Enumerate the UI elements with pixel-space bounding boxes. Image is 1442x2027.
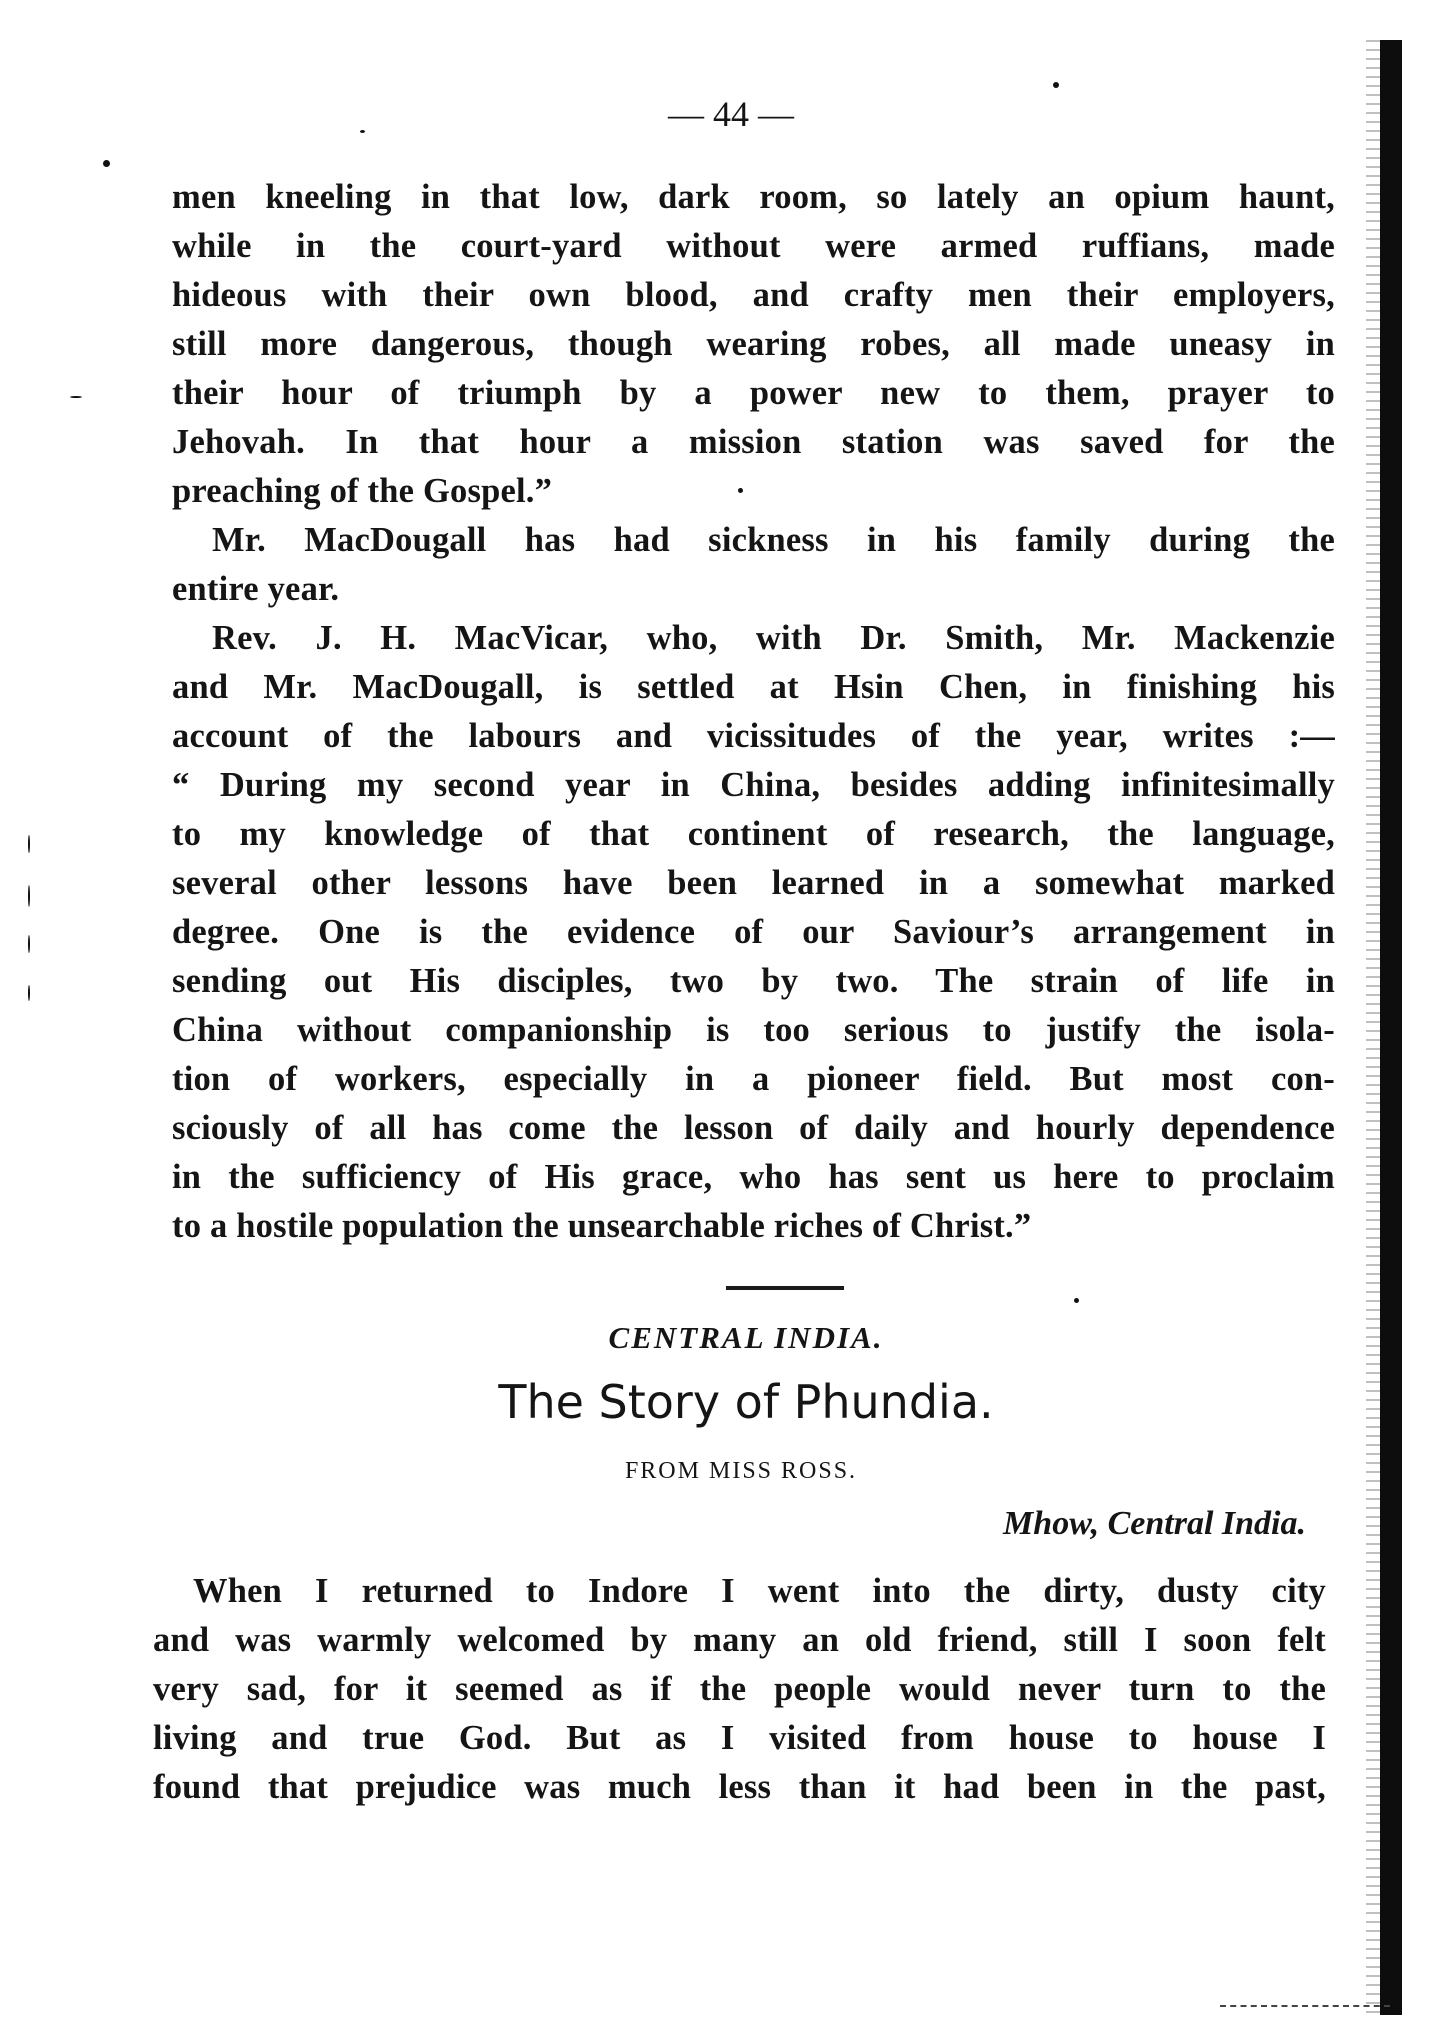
text-line: living and true God. But as I visited from house to house I [153, 1719, 1326, 1757]
text-line: in the sufficiency of His grace, who has sent us here to proclaim [172, 1158, 1335, 1196]
text-line: Mr. MacDougall has had sickness in his family during the [212, 521, 1335, 559]
story-byline: FROM MISS ROSS. [624, 1458, 858, 1484]
text-line: sciously of all has come the lesson of daily and hourly dependence [172, 1109, 1335, 1147]
scan-speck [28, 835, 30, 853]
text-line: and was warmly welcomed by many an old friend, still I soon felt [153, 1621, 1326, 1659]
scan-speck [1053, 82, 1059, 88]
scan-speck [28, 885, 30, 907]
text-line: entire year. [172, 570, 340, 608]
scan-bottom-mark [1220, 2005, 1390, 2007]
story-dateline: Mhow, Central India. [1003, 1505, 1306, 1542]
text-line: tion of workers, especially in a pioneer field. But most con- [172, 1060, 1335, 1098]
text-line: sending out His disciples, two by two. The strain of life in [172, 962, 1335, 1000]
text-line: China without companionship is too serious to justify the isola- [172, 1011, 1335, 1049]
text-line: to a hostile population the unsearchable riches of Christ.” [172, 1207, 1032, 1245]
text-line: Rev. J. H. MacVicar, who, with Dr. Smith, Mr. Mackenzie [212, 619, 1335, 657]
text-line: preaching of the Gospel.” [172, 472, 553, 510]
scan-speck [103, 160, 110, 167]
text-line: while in the court-yard without were armed ruffians, made [172, 227, 1335, 265]
text-line: “ During my second year in China, besides adding infinitesimally [172, 766, 1335, 804]
text-line: Jehovah. In that hour a mission station was saved for the [172, 423, 1335, 461]
scanned-page-edge [1380, 40, 1402, 2015]
text-line: several other lessons have been learned in a somewhat marked [172, 864, 1335, 902]
text-line: still more dangerous, though wearing robes, all made uneasy in [172, 325, 1335, 363]
page-number: — 44 — [668, 94, 794, 134]
scan-speck [70, 396, 82, 398]
text-line: found that prejudice was much less than it had been in the past, [153, 1768, 1326, 1806]
story-title: The Story of Phundia. [498, 1375, 994, 1429]
text-line: men kneeling in that low, dark room, so lately an opium haunt, [172, 178, 1335, 216]
section-divider [726, 1286, 844, 1290]
story-text [153, 1567, 1326, 1812]
section-region: CENTRAL INDIA. [608, 1320, 884, 1355]
scan-speck [1074, 1298, 1079, 1303]
scan-speck [28, 935, 30, 953]
text-line: degree. One is the evidence of our Saviour’s arrangement in [172, 913, 1335, 951]
text-line: account of the labours and vicissitudes of the year, writes :— [172, 717, 1335, 755]
text-line: to my knowledge of that continent of research, the language, [172, 815, 1335, 853]
text-line: very sad, for it seemed as if the people would never turn to the [153, 1670, 1326, 1708]
text-line: their hour of triumph by a power new to them, prayer to [172, 374, 1335, 412]
text-line: hideous with their own blood, and crafty men their employers, [172, 276, 1335, 314]
text-line: When I returned to Indore I went into the dirty, dusty city [193, 1572, 1326, 1610]
continued-text [172, 173, 1335, 1251]
scan-speck [28, 985, 30, 1001]
text-line: and Mr. MacDougall, is settled at Hsin Chen, in finishing his [172, 668, 1335, 706]
